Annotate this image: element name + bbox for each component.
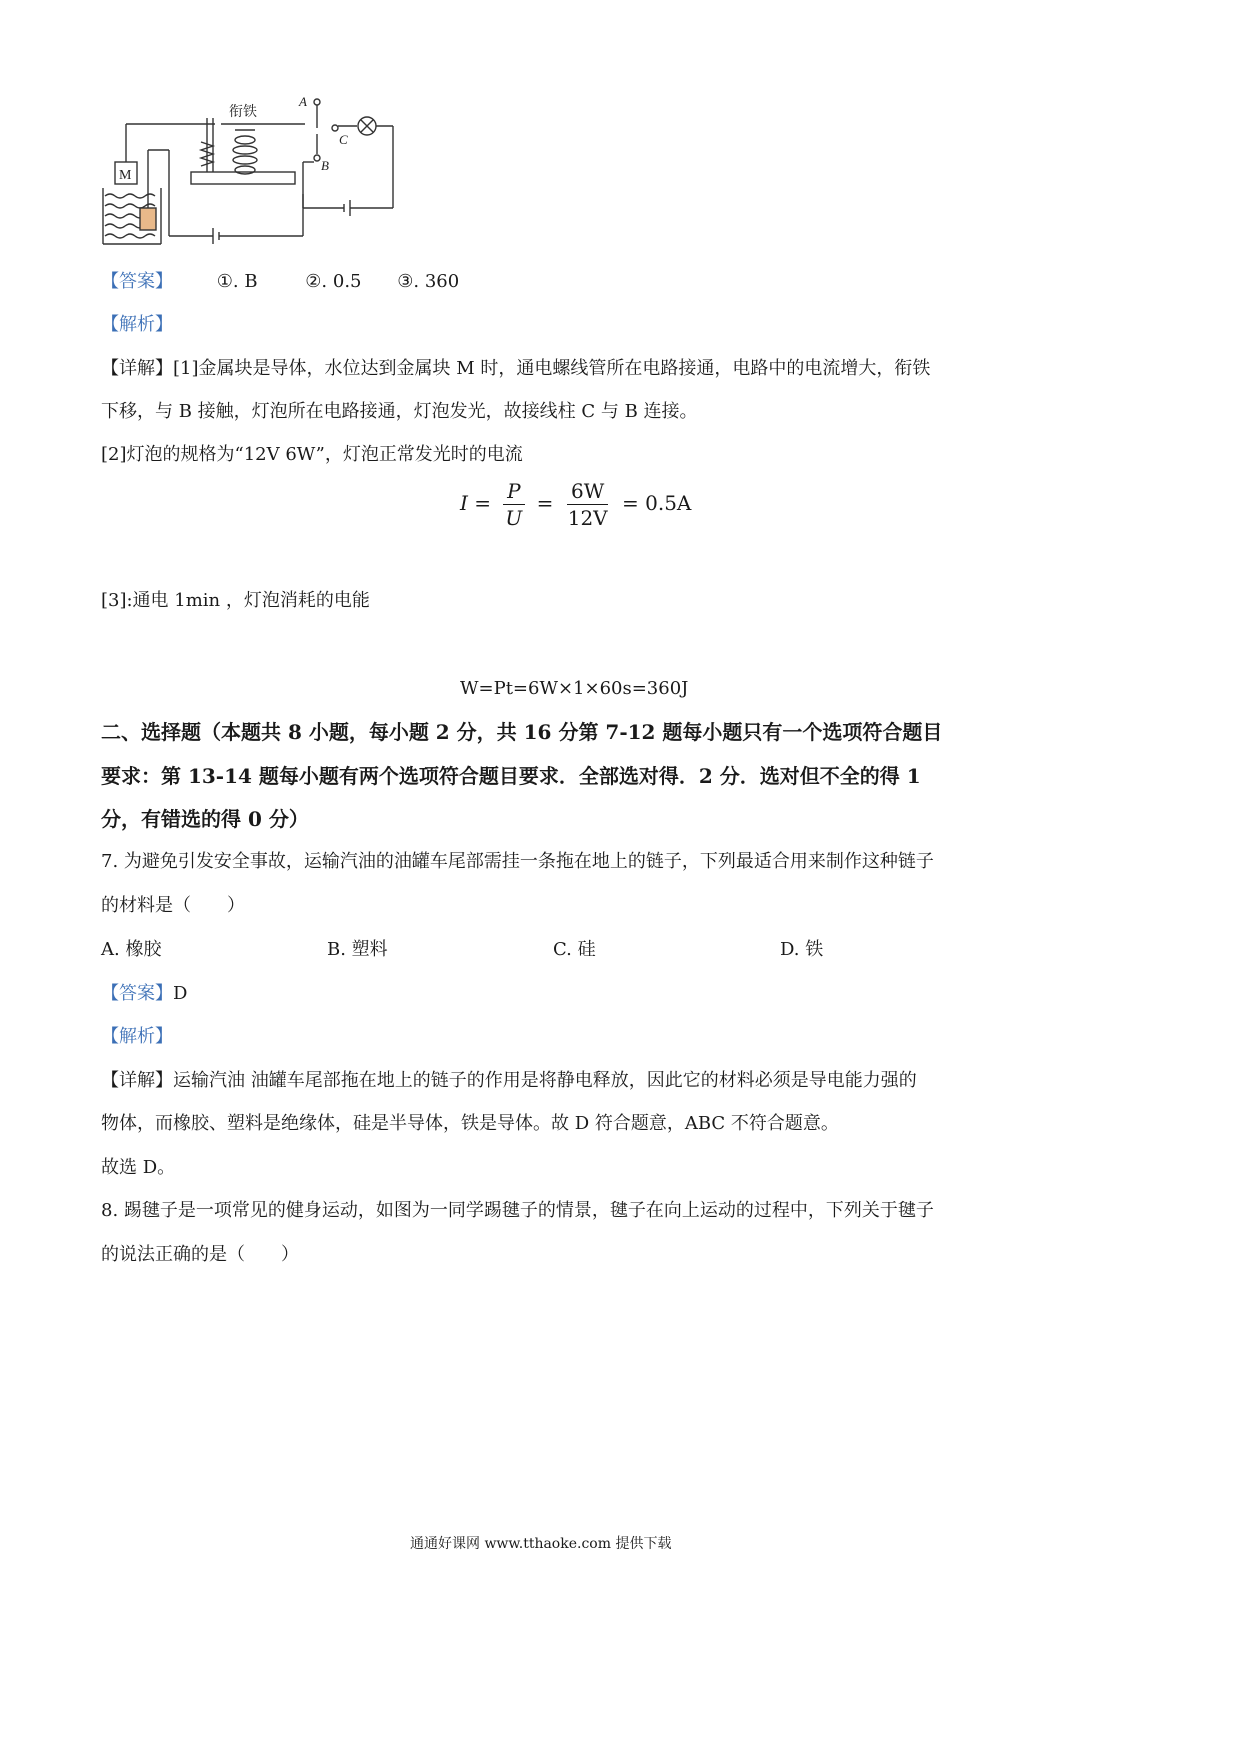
section-heading-line-3: 分，有错选的得 0 分） — [101, 807, 309, 831]
section-heading-line-1: 二、选择题（本题共 8 小题，每小题 2 分，共 16 分第 7-12 题每小题只有一个选项符合题目 — [101, 720, 943, 744]
part-3-text: [3]:通电 1min ，灯泡消耗的电能 — [101, 590, 370, 611]
fraction-denominator-12v: 12V — [567, 506, 608, 530]
answer-item-2: ②. 0.5 — [305, 271, 362, 292]
formula-eq-1: = — [474, 491, 492, 515]
q7-answer-tag: 【答案】 — [101, 983, 173, 1004]
q7-answer: D — [173, 983, 188, 1004]
fraction-6w-over-12v — [564, 478, 612, 531]
fraction-denominator-u: U — [505, 506, 523, 530]
fraction-p-over-u — [501, 478, 526, 531]
motor-label: M — [119, 168, 132, 183]
q8-stem-line-1: 8. 踢毽子是一项常见的健身运动，如图为一同学踢毽子的情景，毽子在向上运动的过程中，下列关于毽子 — [101, 1200, 934, 1221]
terminal-b-label: B — [321, 158, 329, 173]
terminal-a-label: A — [299, 94, 307, 109]
detail-line-1: 【详解】[1]金属块是导体，水位达到金属块 M 时，通电螺线管所在电路接通，电路中的电流增大，衔铁 — [101, 358, 931, 379]
formula-eq-2: = — [536, 491, 554, 515]
q7-conclusion: 故选 D。 — [101, 1157, 176, 1178]
answer-tag: 【答案】 — [101, 271, 173, 292]
q7-answer-line — [101, 982, 187, 1006]
fraction-numerator-6w: 6W — [567, 478, 608, 505]
fraction-numerator-p: P — [503, 478, 524, 505]
armature-label: 衔铁 — [229, 105, 257, 120]
circuit-diagram — [95, 88, 405, 248]
terminal-c-label: C — [339, 132, 348, 147]
formula-result: = 0.5A — [622, 491, 692, 515]
q7-detail-line-2: 物体，而橡胶、塑料是绝缘体，硅是半导体，铁是导体。故 D 符合题意，ABC 不符合题意。 — [101, 1113, 839, 1134]
detail-line-2: 下移，与 B 接触，灯泡所在电路接通，灯泡发光，故接线柱 C 与 B 连接。 — [101, 401, 698, 422]
current-formula — [460, 478, 691, 531]
answer-item-1: ①. B — [216, 271, 258, 292]
page-footer: 通通好课网 www.tthaoke.com 提供下载 — [410, 1536, 672, 1552]
q7-stem-line-2: 的材料是（ ） — [101, 895, 245, 916]
q7-detail-line-1: 【详解】运输汽油 油罐车尾部拖在地上的链子的作用是将静电释放，因此它的材料必须是导电能力强的 — [101, 1070, 917, 1091]
q7-stem-line-1: 7. 为避免引发安全事故，运输汽油的油罐车尾部需挂一条拖在地上的链子，下列最适合用来制作这种链子 — [101, 851, 934, 872]
q7-option-d: D. 铁 — [780, 939, 824, 960]
answer-line — [101, 270, 459, 294]
section-heading-line-2: 要求：第 13-14 题每小题有两个选项符合题目要求．全部选对得．2 分．选对但不全的得 1 — [101, 764, 921, 788]
answer-item-3: ③. 360 — [397, 271, 460, 292]
formula-lhs: I — [460, 491, 468, 515]
energy-formula: W=Pt=6W×1×60s=360J — [460, 678, 689, 699]
analysis-tag: 【解析】 — [101, 314, 173, 335]
q7-analysis-tag: 【解析】 — [101, 1026, 173, 1047]
q7-option-a: A. 橡胶 — [101, 939, 162, 960]
q8-stem-line-2: 的说法正确的是（ ） — [101, 1244, 299, 1265]
part-2-text: [2]灯泡的规格为“12V 6W”，灯泡正常发光时的电流 — [101, 444, 523, 465]
q7-option-c: C. 硅 — [553, 939, 596, 960]
q7-option-b: B. 塑料 — [327, 939, 388, 960]
